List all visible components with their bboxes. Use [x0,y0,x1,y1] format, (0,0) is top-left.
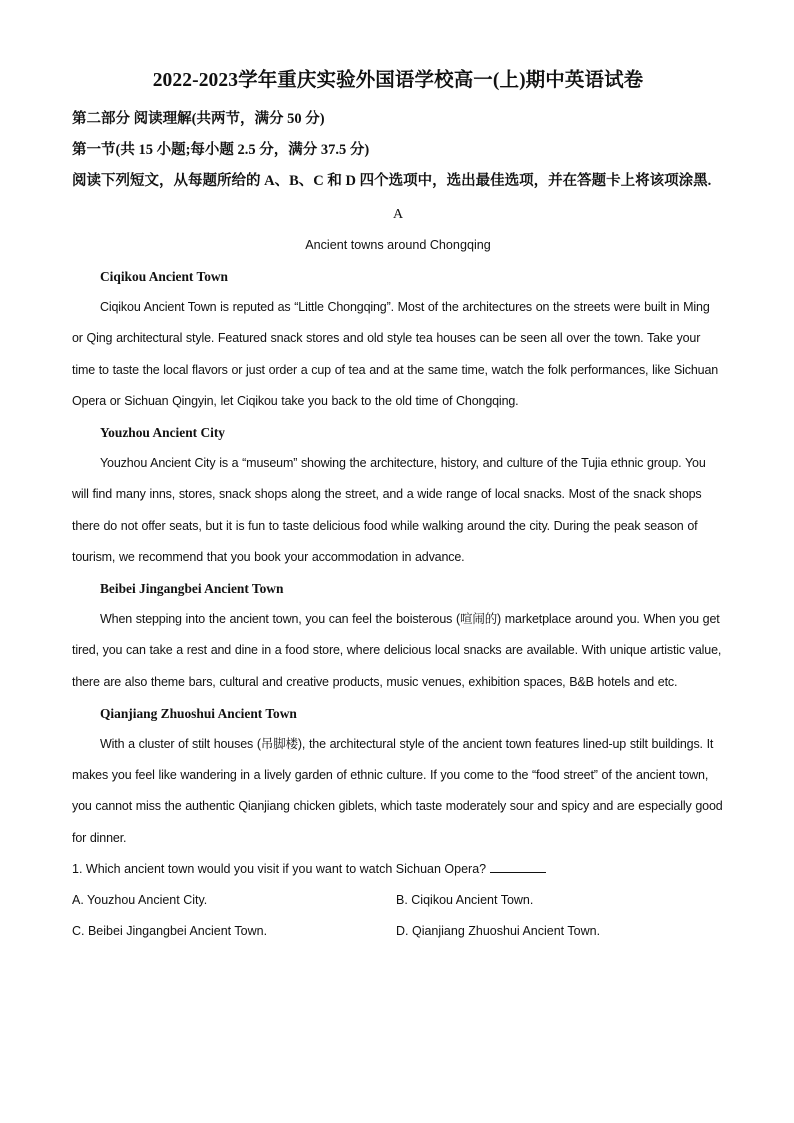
section-heading-qianjiang: Qianjiang Zhuoshui Ancient Town [100,705,297,721]
answer-options [72,885,724,947]
exam-title: 2022-2023学年重庆实验外国语学校高一(上)期中英语试卷 [152,70,644,91]
part-header: 第二部分 阅读理解(共两节，满分 50 分) [72,111,325,127]
question-1 [72,854,724,885]
passage-title: Ancient towns around Chongqing [305,238,491,252]
answer-blank [490,860,546,873]
instructions: 阅读下列短文，从每题所给的 A、B、C 和 D 四个选项中，选出最佳选项，并在答题卡上将该项涂黑. [72,173,712,189]
section-heading-youzhou: Youzhou Ancient City [100,425,225,441]
option-a: A. Youzhou Ancient City. [72,892,208,907]
section-text-youzhou: Youzhou Ancient City is a “museum” showing the architecture, history, and culture of the Tujia ethnic group. You will find many inns, stores, snack shops along the street, and a wide range of local snacks. Most of the snack shops there do not offer seats, but it is fun to taste delicious food while walking around the city. During the peak season of tourism, we recommend that you book your accommodation in advance. [72,456,706,564]
section-heading-beibei: Beibei Jingangbei Ancient Town [100,581,284,597]
section-text-qianjiang: With a cluster of stilt houses (吊脚楼), the architectural style of the ancient town features lined-up stilt buildings. It makes you feel like wandering in a lively garden of ethnic culture. If you come to the “food street” of the ancient town, you cannot miss the authentic Qianjiang chicken giblets, which taste moderately sour and spicy and are especially good for dinner. [72,737,723,845]
section-text-beibei: When stepping into the ancient town, you can feel the boisterous (喧闹的) marketplace around you. When you get tired, you can take a rest and dine in a food store, where delicious local snacks are available. With unique artistic value, there are also theme bars, cultural and creative products, music venues, exhibition spaces, B&B hotels and etc. [72,612,722,689]
section-header: 第一节(共 15 小题;每小题 2.5 分，满分 37.5 分) [72,142,370,158]
section-heading-ciqikou: Ciqikou Ancient Town [100,269,229,284]
section-text-ciqikou: Ciqikou Ancient Town is reputed as “Little Chongqing”. Most of the architectures on the streets were built in Ming or Qing architectural style. Featured snack stores and old style tea houses can be seen all over the town. Take your time to taste the local flavors or just order a cup of tea and at the same time, watch the folk performances, like Sichuan Opera or Sichuan Qingyin, let Ciqikou take you back to the old time of Chongqing. [72,300,719,408]
question-text: 1. Which ancient town would you visit if you want to watch Sichuan Opera? [72,861,487,876]
option-d: D. Qianjiang Zhuoshui Ancient Town. [396,923,601,938]
passage-letter: A [392,207,404,222]
exam-page [72,66,724,947]
option-b: B. Ciqikou Ancient Town. [396,892,534,907]
option-c: C. Beibei Jingangbei Ancient Town. [72,923,268,938]
